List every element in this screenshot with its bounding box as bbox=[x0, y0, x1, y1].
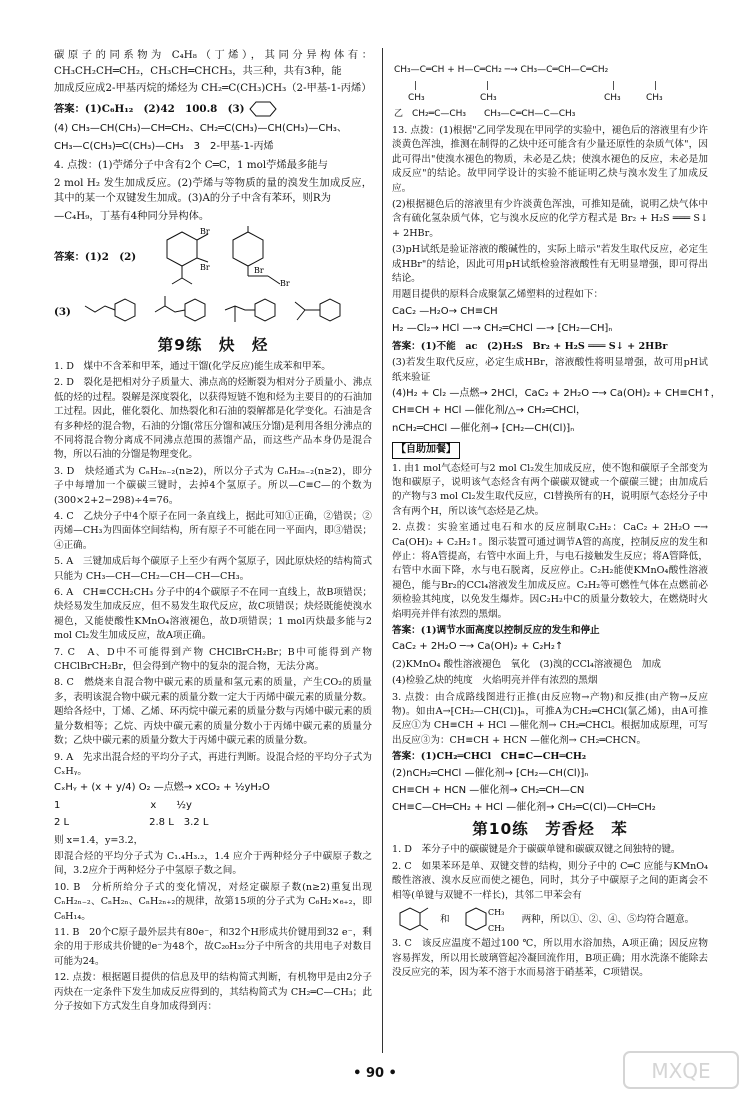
paragraph: 4. 点拨：(1)苧烯分子中含有2个 C═C，1 mol苧烯最多能与 bbox=[54, 158, 328, 171]
section-box-title: 【自助加餐】 bbox=[392, 442, 460, 458]
column-divider bbox=[382, 48, 383, 1053]
equation: CH≡CH + HCN —催化剂→ CH₂═CH—CN bbox=[392, 785, 585, 797]
paragraph: 碳原子的同系物为 C₄H₈（丁烯），其同分异构体有：CH₃CH₂CH═CH₂，CH₃CH═CHCH₃，共三种，共有3种，能 bbox=[54, 49, 372, 77]
list-item: 2. C 如果苯环是单、双键交替的结构，则分子中的 C═C 应能与KMnO₄酸性溶液、溴水反应而使之褪色，同时，其分子中碳原子之间的距离会不相等(单键与双键不一样长)，其邻二甲苯会有 bbox=[392, 860, 708, 901]
svg-text:Br: Br bbox=[280, 279, 290, 289]
answer-line: 答案：(1)CH₂═CHCl CH≡C—CH═CH₂ bbox=[392, 751, 587, 763]
list-item: 7. C A、D中不可能得到产物 CHClBrCH₂Br；B中可能得到产物 CHClBrCH₂Br，但会得到产物中的复杂的混合物，无法分离。 bbox=[54, 646, 372, 673]
svg-text:CH₃—C═CH + H—C═CH₂ ─→ CH₃—C═CH: CH₃—C═CH + H—C═CH₂ ─→ CH₃—C═CH—C═CH₂ bbox=[394, 65, 609, 75]
list-item: 1. D 苯分子中的碳碳键是介于碳碳单键和碳碳双键之间独特的键。 bbox=[392, 844, 681, 856]
list-item: 2. D 裂化是把相对分子质量大、沸点高的烃断裂为相对分子质量小、沸点低的烃的过程。裂解是深度裂化，以获得短链不饱和烃为主要目的的石油加工过程。因此，催化裂化、加热裂化和石油的裂解都是化学变化。石油是含有多种烃的混合物，石油的分馏(常压分馏和减压分馏)是利用各组分沸点的不同将混合物分离成不同沸点范围的蒸馏产品，而这些产品本身仍是混合物，所以石油的分馏是物理变化。 bbox=[54, 377, 372, 461]
svg-text:CH₃: CH₃ bbox=[487, 924, 504, 934]
dibromo-structure-2 bbox=[218, 226, 298, 288]
svg-text:CH₃: CH₃ bbox=[604, 93, 621, 103]
formula-line: (4) CH₃—CH(CH₃)—CH═CH₂、CH₂═C(CH₃)—CH(CH₃)—CH₃、 bbox=[54, 122, 347, 134]
xylene-structures bbox=[392, 905, 708, 935]
synthesis-route: H₂ —Cl₂→ HCl —→ CH₂═CHCl —→ ⁅CH₂—CH⁆ₙ bbox=[392, 323, 613, 335]
answer-line: (3)若发生取代反应，必定生成HBr，溶液酸性将明显增强，故可用pH试纸来验证 bbox=[392, 357, 708, 383]
cyclohexane-structure bbox=[248, 99, 278, 119]
list-item: 两种，所以①、②、④、⑤均符合题意。 bbox=[521, 913, 695, 925]
list-item: 用题目提供的原料合成聚氯乙烯塑料的过程如下： bbox=[392, 289, 604, 301]
formula-line: CH₃—C(CH₃)═C(CH₃)—CH₃ 3 2-甲基-1-丙烯 bbox=[54, 141, 274, 153]
list-item: 10. B 分析所给分子式的变化情况，对烃定碳原子数(n≥2)重复出现 CₙH₂ₙ₋₂、CₙH₂ₙ、CₙH₂ₙ₊₂的规律，故第15项的分子式为 C₆H₂×₆₊₂，即 C₆H₁₄。 bbox=[54, 881, 372, 922]
list-item: 9. A 先求出混合烃的平均分子式，再进行判断。设混合烃的平均分子式为 CₓHᵧ。 bbox=[54, 751, 372, 777]
o-xylene-structure-1 bbox=[392, 905, 432, 935]
svg-text:CH₃: CH₃ bbox=[408, 93, 425, 103]
list-item: 11. B 20个C原子最外层共有80e⁻，和32个H形成共价键用到32 e⁻，剩余的用于形成共价键的e⁻为48个，故C₂₀H₃₂分子中所含的共用电子对数目可能为24。 bbox=[54, 926, 372, 967]
svg-text:Br: Br bbox=[200, 227, 210, 237]
svg-text:Br: Br bbox=[200, 263, 210, 273]
section-title-9: 第9练 炔 烃 bbox=[157, 336, 269, 355]
svg-text:Br: Br bbox=[254, 266, 264, 276]
reaction-scheme bbox=[392, 50, 708, 120]
answer-list-10 bbox=[392, 843, 708, 980]
svg-text:|: | bbox=[612, 81, 616, 91]
equation-row: 1 x ½y bbox=[54, 799, 192, 811]
equation: (4)H₂ + Cl₂ —点燃→ 2HCl，CaC₂ + 2H₂O ─→ Ca(OH)₂ + CH≡CH↑， bbox=[392, 387, 721, 399]
list-item: 3. D 炔烃通式为 CₙH₂ₙ₋₂(n≥2)，所以分子式为 CₙH₂ₙ₋₂(n≥2)，即分子中每增加一个碳碳三键时，去掉4个氢原子。所以—C≡C—的个数为(300×2+2−298)÷4=76。 bbox=[54, 465, 372, 506]
answer-list-9 bbox=[54, 360, 372, 1014]
answer-label: (3) bbox=[54, 305, 71, 318]
equation: CₓHᵧ + (x + y/4) O₂ —点燃→ xCO₂ + ½yH₂O bbox=[54, 782, 270, 794]
list-item: 4. C 乙炔分子中4个原子在同一条直线上，据此可知①正确，②错误；②丙烯—CH₃为四面体空间结构，所有原子不可能在同一平面内，即③错误；④正确。 bbox=[54, 511, 372, 551]
addition-reaction-structure bbox=[392, 50, 708, 120]
list-item: 3. C 该反应温度不超过100 ℃，所以用水浴加热，A项正确；因反应物容易挥发，所以用长玻璃管起冷凝回流作用，B项正确；用水洗涤不能除去没反应完的苯，因为苯不溶于水而易溶于硝基苯，C项错误。 bbox=[392, 938, 708, 978]
dibromo-structure-1 bbox=[142, 226, 212, 288]
svg-text:|: | bbox=[654, 81, 658, 91]
answer-list-13 bbox=[392, 124, 721, 816]
list-item: 8. C 燃烧来自混合物中碳元素的质量和氢元素的质量，产生CO₂的质量多，表明该混合物中碳元素的质量分数一定大于丙烯中碳元素的质量分数。题给各烃中，丁烯、乙烯、环丙烷中碳元素的质量分数与丙烯中碳元素的质量分数相等；乙烷、丙炔中碳元素的质量分数小于丙烯中碳元素的质量分数；乙炔中碳元素的质量分数大于丙烯中碳元素的质量分数。 bbox=[54, 677, 372, 747]
svg-text:乙 CH₂═C—CH₃ CH₃—C═CH—C—CH₃: 乙 CH₂═C—CH₃ CH₃—C═CH—C—CH₃ bbox=[394, 109, 576, 119]
list-item: 13. 点拨：(1)根据"乙同学发现在甲同学的实验中，褪色后的溶液里有少许淡黄色浑浊，推测在制得的乙炔中还可能含有少量还原性的杂质气体"，因此可得出"使溴水褪色的物质，未必是乙炔；使溴水褪色的反应，未必是加成反应"的结论。故甲同学设计的实验不能证明乙炔与溴水发生了加成反应。 bbox=[392, 125, 708, 194]
synthesis-route: CaC₂ —H₂O→ CH≡CH bbox=[392, 305, 498, 317]
answer-structures-3 bbox=[54, 292, 372, 332]
aromatic-isomers bbox=[75, 292, 345, 332]
equation: CH≡C—CH═CH₂ + HCl —催化剂→ CH₂═C(Cl)—CH═CH₂ bbox=[392, 802, 656, 814]
list-item: 6. A CH≡CCH₂CH₃ 分子中的4个碳原子不在同一直线上，故B项错误；炔烃易发生加成反应，但不易发生取代反应，故C项错误；炔烃既能使溴水褪色，又能使酸性KMnO₄溶液褪色，故D项错误；1 mol丙炔最多能与2 mol Cl₂发生加成反应，故A项正确。 bbox=[54, 587, 372, 642]
list-item: 2. 点拨：实验室通过电石和水的反应制取C₂H₂：CaC₂ + 2H₂O ─→ Ca(OH)₂ + C₂H₂↑。图示装置可通过调节A管的高度，控制反应的发生和停止：将A管提高，右管中水面上升，与电石接触发生反应；将A管降低，右管中水面下降，水与电石脱离，反应停止。C₂H₂能使KMnO₄酸性溶液褪色，能与Br₂的CCl₄溶液发生加成反应。C₂H₂等可燃性气体在点燃前必须检验其纯度，以免发生爆炸。因C₂H₂中C的质量分数较大，在燃烧时火焰明亮并伴有浓烈的黑烟。 bbox=[392, 522, 708, 620]
list-item: 12. 点拨：根据题目提供的信息及甲的结构简式判断，有机物甲是由2分子丙炔在一定条件下发生加成反应得到的，其结构简式为 CH₂═C—CH₃；此分子按如下方式发生自身加成得到丙： bbox=[54, 972, 372, 1012]
svg-text:|: | bbox=[414, 81, 418, 91]
answer-line: (2)KMnO₄ 酸性溶液褪色 氧化 (3)溴的CCl₄溶液褪色 加成 bbox=[392, 658, 661, 670]
paragraph: 加成反应成2-甲基丙烷的烯烃为 CH₂═C(CH₃)CH₃（2-甲基-1-丙烯） bbox=[54, 82, 372, 95]
section-title-10: 第10练 芳香烃 苯 bbox=[472, 819, 628, 838]
list-item: 3. 点拨：由合成路线图进行正推(由反应物→产物)和反推(由产物→反应物)。如由A→⁅CH₂—CH(Cl)⁆ₙ，可推A为CH₂═CHCl(氯乙烯)，由A可推反应①为 CH≡CH + HCl —催化剂→ CH₂═CHCl。根据加成原理，可写出反应③为：CH≡CH + HCN —催化剂→ CH₂═CHCN。 bbox=[392, 691, 708, 746]
svg-text:CH₃: CH₃ bbox=[487, 908, 504, 918]
equation: CH≡CH + HCl —催化剂/△→ CH₂═CHCl， bbox=[392, 405, 586, 417]
page-number: • 90 • bbox=[353, 1066, 397, 1081]
list-item: 1. D 煤中不含苯和甲苯，通过干馏(化学反应)能生成苯和甲苯。 bbox=[54, 360, 331, 372]
answer-line: 答案：(1)C₆H₁₂ (2)42 100.8 (3) bbox=[54, 99, 372, 119]
o-xylene-structure-2 bbox=[458, 905, 514, 935]
equation: (2)nCH₂═CHCl —催化剂→ ⁅CH₂—CH(Cl)⁆ₙ bbox=[392, 767, 589, 779]
paragraph: —C₄H₉，丁基有4种同分异构体。 bbox=[54, 209, 210, 222]
answer-line: 答案：(1)调节水面高度以控制反应的发生和停止 bbox=[392, 625, 600, 636]
left-column bbox=[54, 48, 372, 1016]
equation: nCH₂═CHCl —催化剂→ ⁅CH₂—CH(Cl)⁆ₙ bbox=[392, 422, 575, 434]
answer-structures bbox=[54, 226, 372, 288]
equation: CaC₂ + 2H₂O ─→ Ca(OH)₂ + C₂H₂↑ bbox=[392, 641, 564, 653]
svg-text:MXQE: MXQE bbox=[651, 1059, 711, 1083]
svg-text:CH₃: CH₃ bbox=[480, 93, 497, 103]
list-item: 1. 由1 mol气态烃可与2 mol Cl₂发生加成反应，使不饱和碳原子全部变为饱和碳原子，说明该气态烃含有两个碳碳双键或一个碳碳三键；由加成后的产物与3 mol Cl₂发生取代反应，Cl替换所有的H，说明原气态烃分子中含有两个H，所以该气态烃是乙炔。 bbox=[392, 462, 708, 517]
svg-text:CH₃: CH₃ bbox=[646, 93, 663, 103]
paragraph: 2 mol H₂ 发生加成反应。(2)苧烯与等物质的量的溴发生加成反应，其中的某一个双键发生加成。(3)A的分子中含有苯环，则R为 bbox=[54, 176, 372, 205]
answer-line: (4)检验乙炔的纯度 火焰明亮并伴有浓烈的黑烟 bbox=[392, 675, 598, 687]
list-item: (3)pH试纸是验证溶液的酸碱性的，实际上暗示"若发生取代反应，必定生成HBr"的结论，因此可用pH试纸检验溶液酸性有无明显增强，即可得出结论。 bbox=[392, 244, 708, 285]
svg-text:|: | bbox=[486, 81, 490, 91]
list-item: (2)根据褪色后的溶液里有少许淡黄色浑浊，可推知是硫，说明乙炔气体中含有硫化氢杂质气体，它与溴水反应的化学方程式是 Br₂ + H₂S ═══ S↓ + 2HBr。 bbox=[392, 199, 708, 239]
list-item: 即混合烃的平均分子式为 C₁.₄H₃.₂，1.4 应介于两种烃分子中碳原子数之间，3.2应介于两种烃分子中氢原子数之间。 bbox=[54, 850, 372, 877]
right-column bbox=[392, 48, 721, 982]
and-label: 和 bbox=[440, 913, 450, 925]
answer-line: 答案：(1)不能 ac (2)H₂S Br₂ + H₂S ═══ S↓ + 2HBr bbox=[392, 340, 668, 352]
answer-label: 答案：(1)2 (2) bbox=[54, 250, 137, 263]
equation-row: 2 L 2.8 L 3.2 L bbox=[54, 817, 209, 829]
watermark-logo bbox=[622, 1048, 740, 1092]
list-item: 5. A 三键加成后每个碳原子上至少有两个氢原子，因此原炔烃的结构简式只能为 CH₃—CH—CH₂—CH—CH—CH₃。 bbox=[54, 556, 372, 582]
list-item: 则 x=1.4，y=3.2， bbox=[54, 834, 144, 846]
